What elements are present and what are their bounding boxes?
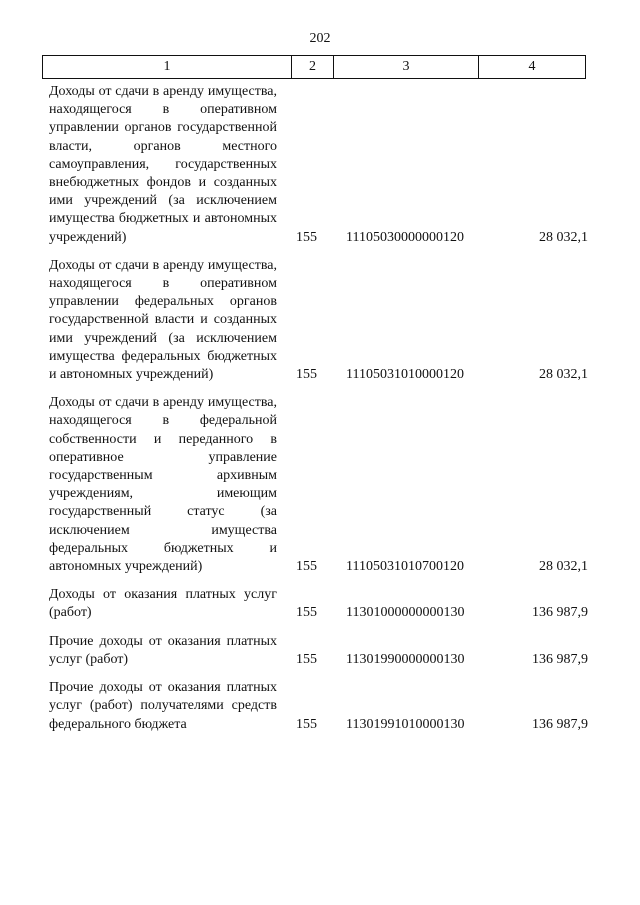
header-col-2: 2 — [292, 56, 334, 78]
table-row — [0, 257, 640, 394]
income-name: Прочие доходы от оказания платных услуг (работ) — [49, 633, 277, 667]
income-name: Прочие доходы от оказания платных услуг (работ) получателями средств федерального бюджета — [49, 680, 277, 732]
amount: 136 987,9 — [532, 605, 588, 621]
table-header — [42, 55, 586, 79]
income-name: Доходы от сдачи в аренду имущества, находящегося в федеральной собственности и переданного в оперативное управление государственным архивным учреждениям, имеющим государственный статус (за исключением имущества федеральных бюджетных и автономных учреждений) — [49, 395, 277, 575]
table-row — [0, 394, 640, 586]
budget-code: 11301000000000130 — [346, 605, 465, 621]
budget-code: 11105030000000120 — [346, 229, 464, 245]
table-row — [0, 633, 640, 679]
budget-code: 11301991010000130 — [346, 716, 465, 732]
budget-code: 11105031010000120 — [346, 367, 464, 383]
page-number: 202 — [309, 31, 331, 46]
header-col-1: 1 — [43, 56, 292, 78]
table-body — [0, 83, 640, 744]
admin-code: 155 — [296, 605, 317, 621]
amount: 28 032,1 — [539, 367, 588, 383]
amount: 136 987,9 — [532, 716, 588, 732]
header-col-4: 4 — [528, 59, 536, 74]
income-name: Доходы от оказания платных услуг (работ) — [49, 587, 277, 621]
admin-code: 155 — [296, 367, 317, 383]
admin-code: 155 — [296, 651, 317, 667]
table-row — [0, 83, 640, 257]
income-name: Доходы от сдачи в аренду имущества, находящегося в оперативном управлении органов государственной власти, органов местного самоуправления, государственных внебюджетных фондов и созданных ими учреждений (за исключением имущества бюджетных и автономных учреждений) — [49, 84, 277, 245]
budget-code: 11301990000000130 — [346, 651, 465, 667]
header-col-3: 3 — [334, 56, 479, 78]
admin-code: 155 — [296, 716, 317, 732]
admin-code: 155 — [296, 229, 317, 245]
table-row — [0, 586, 640, 632]
amount: 28 032,1 — [539, 229, 588, 245]
income-name: Доходы от сдачи в аренду имущества, находящегося в оперативном управлении федеральных органов государственной власти и созданных ими учреждений (за исключением имущества федеральных бюджетных и автономных учреждений) — [49, 257, 277, 383]
budget-code: 11105031010700120 — [346, 559, 464, 575]
amount: 28 032,1 — [539, 559, 588, 575]
amount: 136 987,9 — [532, 651, 588, 667]
admin-code: 155 — [296, 559, 317, 575]
table-row — [0, 679, 640, 744]
